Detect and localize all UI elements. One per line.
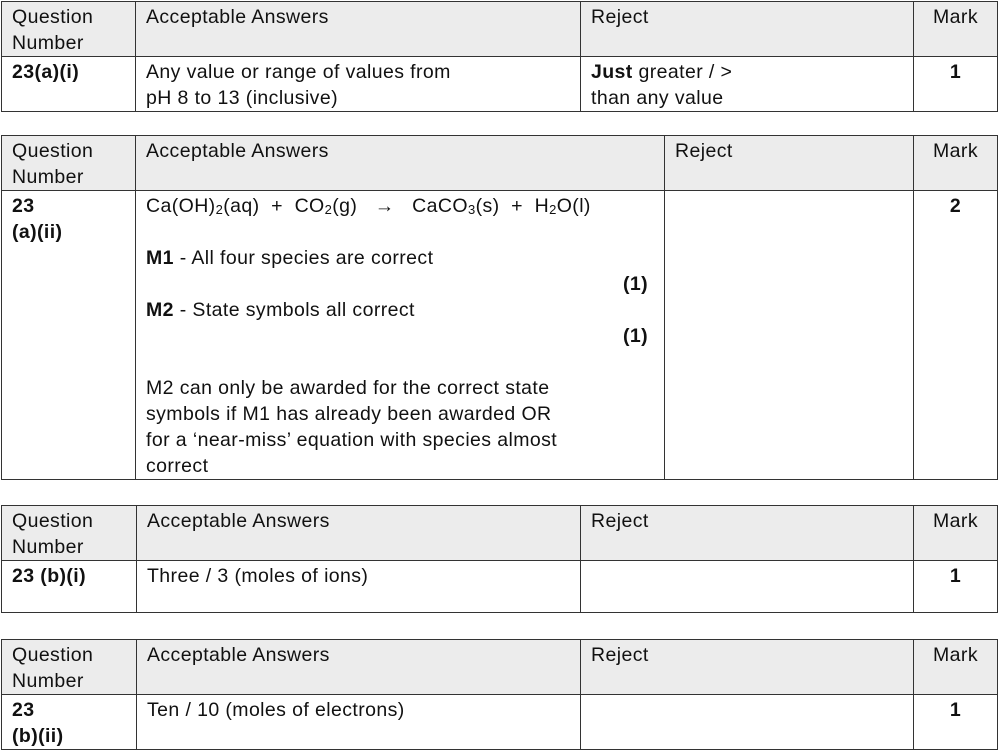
reject-emphasis: Just	[591, 61, 633, 83]
header-question-number: Question Number	[2, 506, 137, 561]
table-header-row	[2, 506, 998, 561]
m2-mark: (1)	[622, 325, 648, 347]
mark-value: 1	[914, 561, 998, 613]
mark-table-23b-ii	[1, 639, 998, 750]
acceptable-answer	[136, 191, 665, 480]
question-number	[2, 191, 136, 480]
header-question-number: Question Number	[2, 2, 136, 57]
header-question-number: Question Number	[2, 136, 136, 191]
header-reject: Reject	[581, 640, 914, 695]
reject-text: greater / >	[632, 61, 733, 83]
header-acceptable-answers: Acceptable Answers	[137, 506, 581, 561]
reject-answer	[581, 695, 914, 750]
mark-table-23a-i	[1, 1, 998, 112]
acceptable-answer: Ten / 10 (moles of electrons)	[137, 695, 581, 750]
mark-table-23b-i	[1, 505, 998, 613]
table-row	[2, 695, 998, 750]
answer-line: pH 8 to 13 (inclusive)	[146, 87, 338, 109]
mark-value: 2	[914, 191, 998, 480]
header-acceptable-answers: Acceptable Answers	[136, 136, 665, 191]
header-mark: Mark	[914, 640, 998, 695]
answer-line: Any value or range of values from	[146, 61, 451, 83]
reject-answer	[581, 57, 914, 112]
m1-mark: (1)	[622, 273, 648, 295]
question-number: 23(a)(i)	[2, 57, 136, 112]
mark-table-23a-ii	[1, 135, 998, 480]
question-number-line1: 23	[12, 699, 35, 721]
header-reject: Reject	[665, 136, 914, 191]
header-mark: Mark	[914, 2, 998, 57]
mark-value: 1	[914, 57, 998, 112]
reject-answer	[581, 561, 914, 613]
header-acceptable-answers: Acceptable Answers	[136, 2, 581, 57]
acceptable-answer	[136, 57, 581, 112]
marking-point-m1: M1 - All four species are correct	[146, 247, 434, 269]
note-line: M2 can only be awarded for the correct state	[146, 377, 550, 399]
question-number-line2: (a)(ii)	[12, 221, 63, 243]
header-reject: Reject	[581, 2, 914, 57]
header-mark: Mark	[914, 506, 998, 561]
reject-answer	[665, 191, 914, 480]
question-number: 23 (b)(i)	[2, 561, 137, 613]
reject-text-line2: than any value	[591, 87, 724, 109]
note-line: symbols if M1 has already been awarded OR	[146, 403, 552, 425]
table-header-row	[2, 640, 998, 695]
header-reject: Reject	[581, 506, 914, 561]
arrow-icon: →	[374, 195, 395, 217]
header-acceptable-answers: Acceptable Answers	[137, 640, 581, 695]
note-line: for a ‘near-miss’ equation with species almost	[146, 429, 558, 451]
table-header-row	[2, 2, 998, 57]
table-header-row	[2, 136, 998, 191]
chemical-equation: $Ca(OH)_2(aq) + CO_2(g)$ → CaCO$_3$(s) + $H_2O(l)$	[146, 195, 591, 217]
table-row	[2, 191, 998, 480]
header-question-number: Question Number	[2, 640, 137, 695]
header-mark: Mark	[914, 136, 998, 191]
table-row	[2, 57, 998, 112]
table-row	[2, 561, 998, 613]
mark-value: 1	[914, 695, 998, 750]
note-line: correct	[146, 455, 209, 477]
question-number-line2: (b)(ii)	[12, 725, 64, 747]
marking-point-m2: M2 - State symbols all correct	[146, 299, 415, 321]
acceptable-answer: Three / 3 (moles of ions)	[137, 561, 581, 613]
question-number-line1: 23	[12, 195, 35, 217]
question-number	[2, 695, 137, 750]
